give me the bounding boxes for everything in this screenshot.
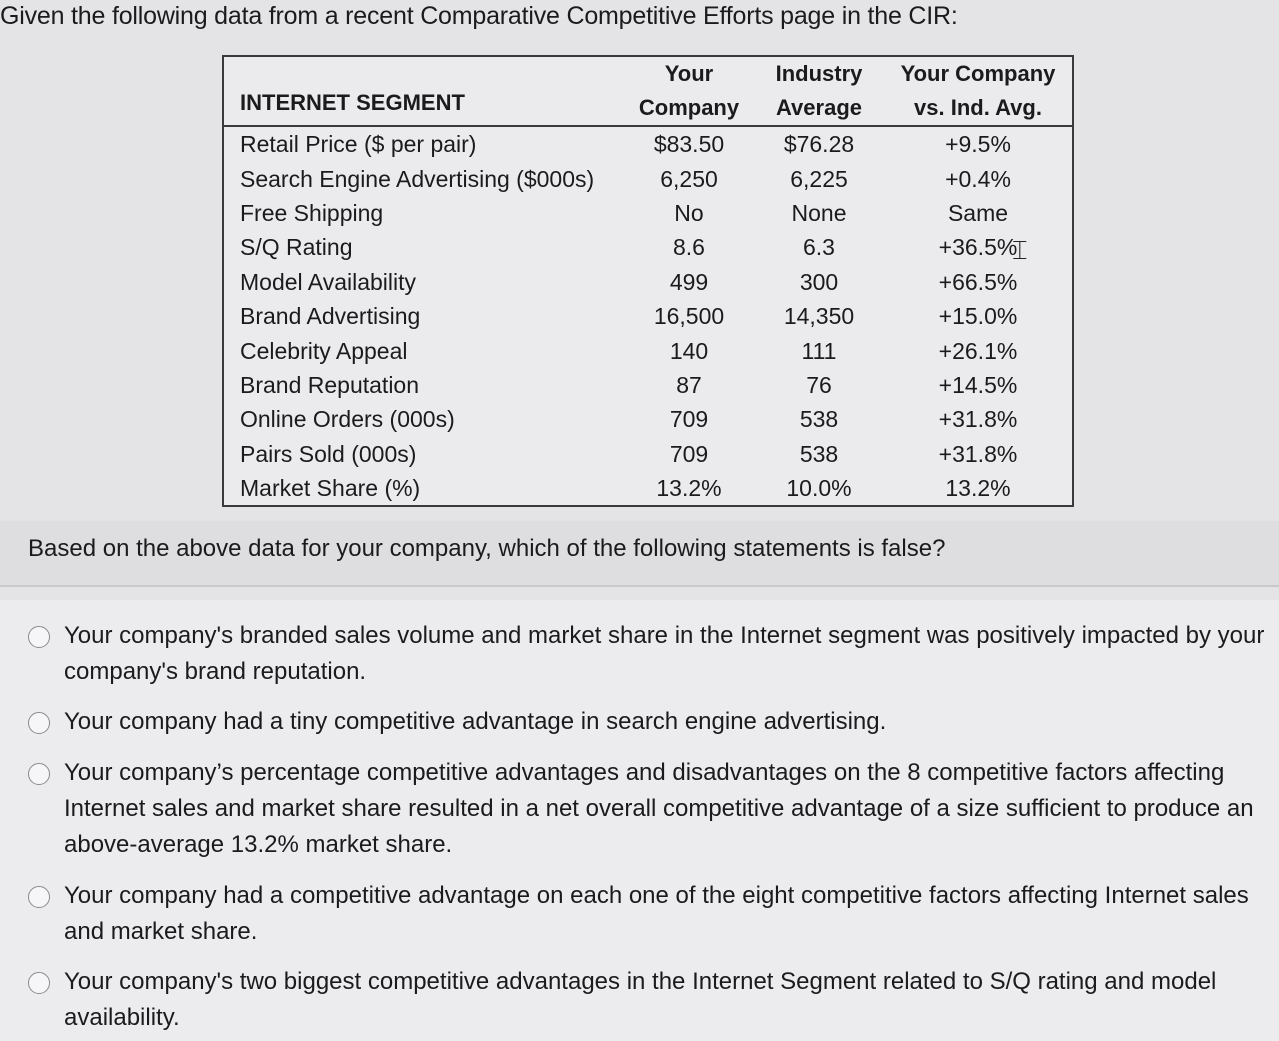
- radio-button[interactable]: [28, 712, 50, 734]
- cell-vs-industry: +31.8%: [938, 440, 1018, 467]
- header-line: Your Company: [900, 61, 1056, 86]
- answer-option-text[interactable]: Your company had a competitive advantage on each one of the eight competitive factors affecting Internet sales and market share.: [64, 882, 1249, 945]
- table-row: [224, 368, 1072, 402]
- table-row: [224, 402, 1072, 436]
- answer-option-2[interactable]: [24, 704, 1269, 740]
- table-row: [224, 126, 1072, 161]
- answer-options: [0, 600, 1279, 1041]
- cell-industry-average: 76: [806, 371, 832, 398]
- cell-industry-average: 538: [799, 440, 839, 467]
- cell-industry-average: 300: [799, 268, 839, 295]
- table-row: [224, 299, 1072, 333]
- cell-your-company: 6,250: [660, 165, 718, 192]
- row-label: S/Q Rating: [240, 234, 353, 261]
- row-label: Market Share (%): [240, 475, 421, 502]
- intro-text: Given the following data from a recent Comparative Competitive Efforts page in the CIR:: [0, 2, 958, 30]
- cell-your-company: 709: [669, 406, 709, 433]
- header-line: Industry: [775, 61, 863, 86]
- radio-button[interactable]: [28, 972, 50, 994]
- answer-option-4[interactable]: [24, 878, 1269, 950]
- cir-table-container: [222, 55, 1074, 507]
- row-label: Model Availability: [240, 268, 417, 295]
- table-header-row: [224, 57, 1072, 126]
- cell-your-company: 16,500: [653, 303, 725, 330]
- text-cursor-icon: ⌶: [1012, 236, 1028, 266]
- cell-industry-average: 111: [801, 337, 837, 364]
- answer-option-3[interactable]: [24, 755, 1269, 863]
- radio-button[interactable]: [28, 763, 50, 785]
- question-text: Based on the above data for your company, which of the following statements is false?: [28, 535, 946, 562]
- cell-vs-industry: +14.5%: [938, 371, 1018, 398]
- cell-industry-average: 10.0%: [786, 475, 852, 502]
- cell-industry-average: $76.28: [783, 131, 855, 158]
- cell-vs-industry: +15.0%: [938, 303, 1018, 330]
- segment-header-label: INTERNET SEGMENT: [240, 90, 465, 115]
- cell-vs-industry: +0.4%: [945, 165, 1011, 192]
- row-label: Retail Price ($ per pair): [240, 131, 477, 158]
- column-header-vs-industry: [884, 57, 1072, 126]
- table-row: [224, 196, 1072, 230]
- cell-your-company: $83.50: [653, 131, 725, 158]
- answer-option-text[interactable]: Your company’s percentage competitive advantages and disadvantages on the 8 competitive factors affecting Internet sales and market share resulted in a net overall competitive advantage of a size sufficient to produce an above-average 13.2% market share.: [64, 759, 1254, 858]
- cell-your-company: 499: [669, 268, 709, 295]
- cell-industry-average: 6,225: [790, 165, 848, 192]
- row-label: Brand Reputation: [240, 371, 420, 398]
- header-line: Company: [638, 95, 740, 120]
- cell-vs-industry: Same: [947, 199, 1009, 226]
- cir-table: [224, 57, 1072, 505]
- cell-your-company: 13.2%: [656, 475, 722, 502]
- table-row: [224, 333, 1072, 367]
- header-line: vs. Ind. Avg.: [914, 95, 1042, 120]
- table-row: [224, 265, 1072, 299]
- cell-your-company: 87: [676, 371, 702, 398]
- column-header-your-company: [624, 57, 754, 126]
- answer-option-5[interactable]: [24, 964, 1269, 1036]
- cell-your-company: No: [674, 199, 704, 226]
- cell-industry-average: 538: [799, 406, 839, 433]
- cell-industry-average: None: [791, 199, 847, 226]
- cell-vs-industry: +36.5%: [938, 234, 1018, 261]
- row-label: Online Orders (000s): [240, 406, 455, 433]
- answer-option-1[interactable]: [24, 618, 1269, 690]
- cell-vs-industry: +31.8%: [938, 406, 1018, 433]
- table-row: [224, 161, 1072, 195]
- cell-industry-average: 14,350: [783, 303, 855, 330]
- row-label: Brand Advertising: [240, 303, 421, 330]
- table-row: [224, 471, 1072, 505]
- cell-your-company: 140: [669, 337, 709, 364]
- row-label: Search Engine Advertising ($000s): [240, 165, 595, 192]
- cell-your-company: 709: [669, 440, 709, 467]
- row-label: Pairs Sold (000s): [240, 440, 417, 467]
- cell-industry-average: 6.3: [803, 234, 835, 261]
- cell-vs-industry: +26.1%: [938, 337, 1018, 364]
- table-row: [224, 437, 1072, 471]
- header-line: Your: [664, 61, 714, 86]
- answer-option-text[interactable]: Your company's branded sales volume and market share in the Internet segment was positively impacted by your company's brand reputation.: [64, 622, 1265, 685]
- radio-button[interactable]: [28, 626, 50, 648]
- cell-vs-industry: 13.2%: [945, 475, 1011, 502]
- cell-vs-industry: +66.5%: [938, 268, 1018, 295]
- question-band: [0, 521, 1279, 587]
- row-label: Celebrity Appeal: [240, 337, 408, 364]
- cell-vs-industry: +9.5%: [945, 131, 1011, 158]
- cell-your-company: 8.6: [673, 234, 705, 261]
- table-row: [224, 230, 1072, 264]
- column-header-segment: [224, 57, 624, 126]
- row-label: Free Shipping: [240, 199, 384, 226]
- header-line: Average: [775, 95, 862, 120]
- radio-button[interactable]: [28, 886, 50, 908]
- answer-option-text[interactable]: Your company had a tiny competitive advantage in search engine advertising.: [64, 708, 887, 735]
- column-header-industry-average: [754, 57, 884, 126]
- answer-option-text[interactable]: Your company's two biggest competitive advantages in the Internet Segment related to S/Q rating and model availability.: [64, 968, 1217, 1031]
